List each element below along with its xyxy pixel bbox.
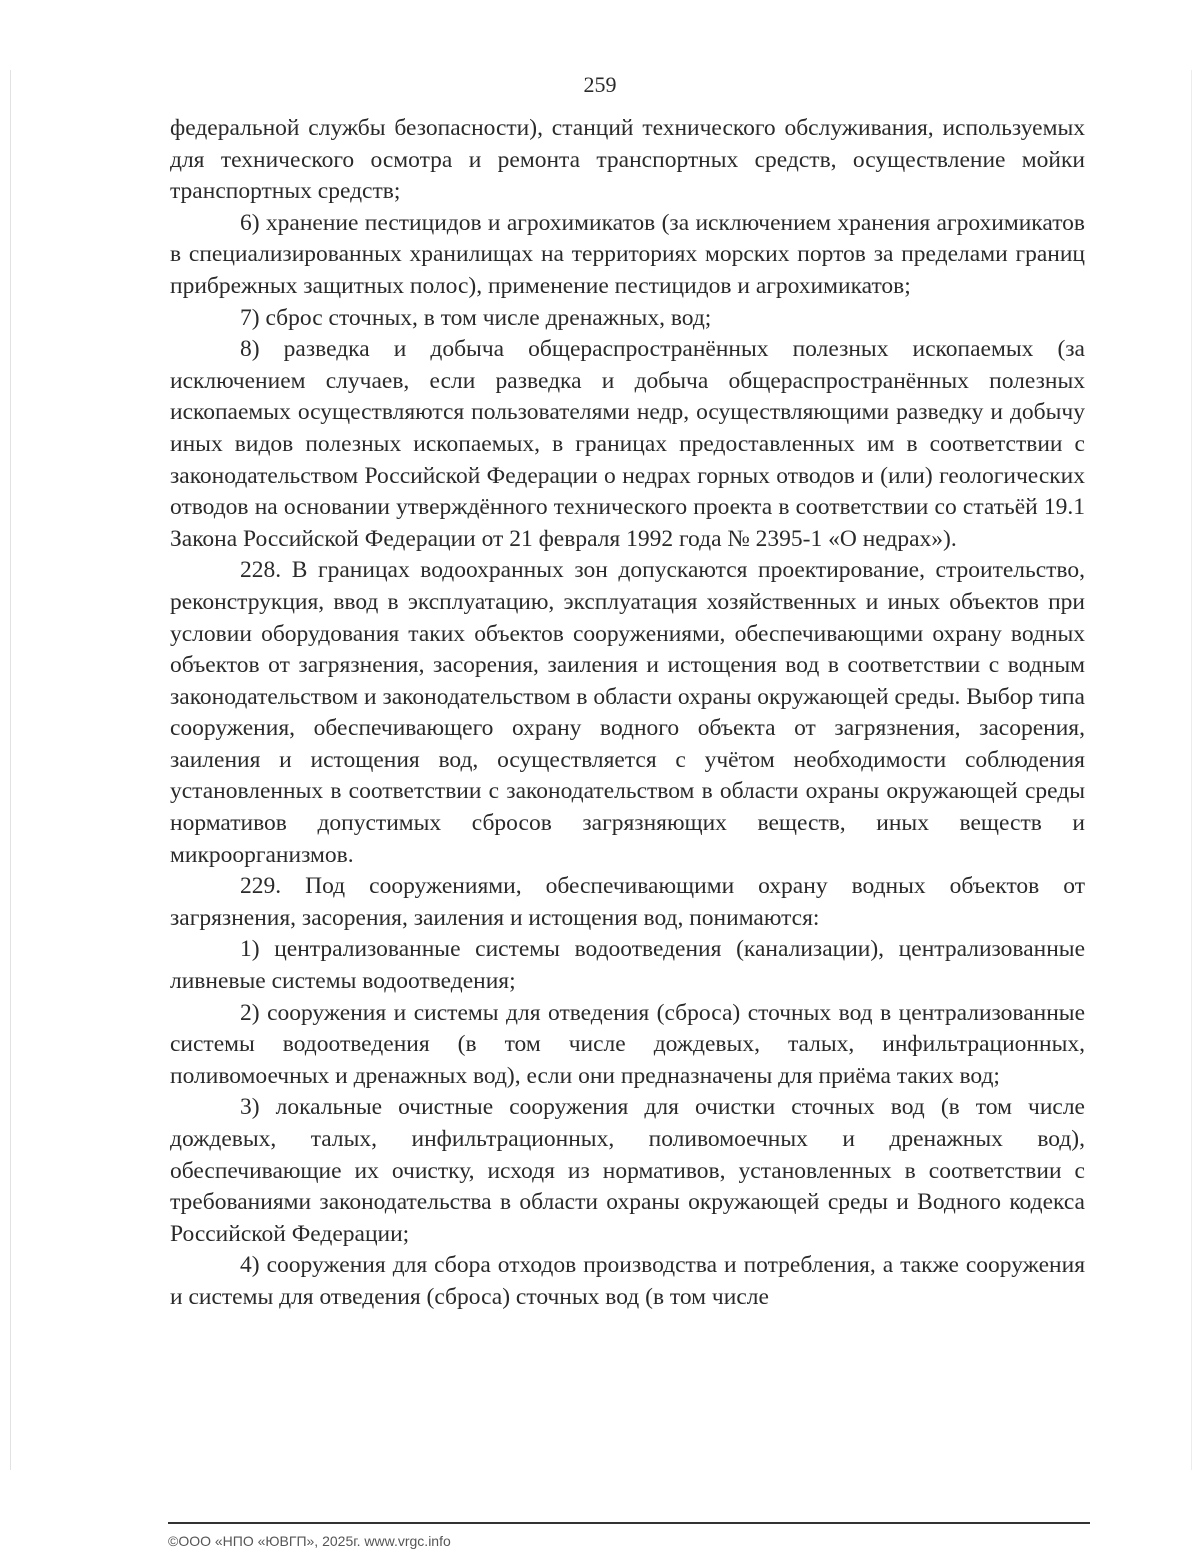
scan-edge-right xyxy=(1191,70,1192,1470)
footer-divider xyxy=(168,1522,1090,1524)
paragraph: 8) разведка и добыча общераспространённых полезных ископаемых (за исключением случаев, если разведка и добыча общераспространённых полезных ископаемых осуществляются пользователями недр, осуществляющими разведку и добычу иных видов полезных ископаемых, в границах предоставленных им в соответствии с законодательством Российской Федерации о недрах горных отводов и (или) геологических отводов на основании утверждённого технического проекта в соответствии со статьёй 19.1 Закона Российской Федерации от 21 февраля 1992 года № 2395-1 «О недрах»). xyxy=(170,336,1085,552)
paragraph: 229. Под сооружениями, обеспечивающими охрану водных объектов от загрязнения, засорения, заиления и истощения вод, понимаются: xyxy=(170,873,1085,931)
paragraph: 2) сооружения и системы для отведения (сброса) сточных вод в централизованные системы водоотведения (в том числе дождевых, талых, инфильтрационных, поливомоечных и дренажных вод), если они предназначены для приёма таких вод; xyxy=(170,999,1085,1089)
paragraph: 6) хранение пестицидов и агрохимикатов (за исключением хранения агрохимикатов в специализированных хранилищах на территориях морских портов за пределами границ прибрежных защитных полос), применение пестицидов и агрохимикатов; xyxy=(170,209,1085,299)
document-body xyxy=(170,113,1085,1314)
paragraph: 228. В границах водоохранных зон допускаются проектирование, строительство, реконструкция, ввод в эксплуатацию, эксплуатация хозяйственных и иных объектов при условии оборудования таких объектов сооружениями, обеспечивающими охрану водных объектов от загрязнения, засорения, заиления и истощения вод в соответствии с водным законодательством и законодательством в области охраны окружающей среды. Выбор типа сооружения, обеспечивающего охрану водного объекта от загрязнения, засорения, заиления и истощения вод, осуществляется с учётом необходимости соблюдения установленных в соответствии с законодательством в области охраны окружающей среды нормативов допустимых сбросов загрязняющих веществ, иных веществ и микроорганизмов. xyxy=(170,557,1085,868)
paragraph: 3) локальные очистные сооружения для очистки сточных вод (в том числе дождевых, талых, инфильтрационных, поливомоечных и дренажных вод), обеспечивающие их очистку, исходя из нормативов, установленных в соответствии с требованиями законодательства в области охраны окружающей среды и Водного кодекса Российской Федерации; xyxy=(170,1094,1085,1247)
paragraph: федеральной службы безопасности), станций технического обслуживания, используемых для технического осмотра и ремонта транспортных средств, осуществление мойки транспортных средств; xyxy=(170,115,1085,205)
footer-copyright: ©ООО «НПО «ЮВГП», 2025г. www.vrgc.info xyxy=(168,1533,451,1549)
paragraph: 7) сброс сточных, в том числе дренажных, вод; xyxy=(240,304,712,331)
page-number: 259 xyxy=(583,72,617,97)
paragraph: 4) сооружения для сбора отходов производства и потребления, а также сооружения и системы для отведения (сброса) сточных вод (в том числе xyxy=(170,1252,1085,1310)
scan-edge-left xyxy=(10,70,11,1470)
paragraph: 1) централизованные системы водоотведения (канализации), централизованные ливневые системы водоотведения; xyxy=(170,936,1085,995)
